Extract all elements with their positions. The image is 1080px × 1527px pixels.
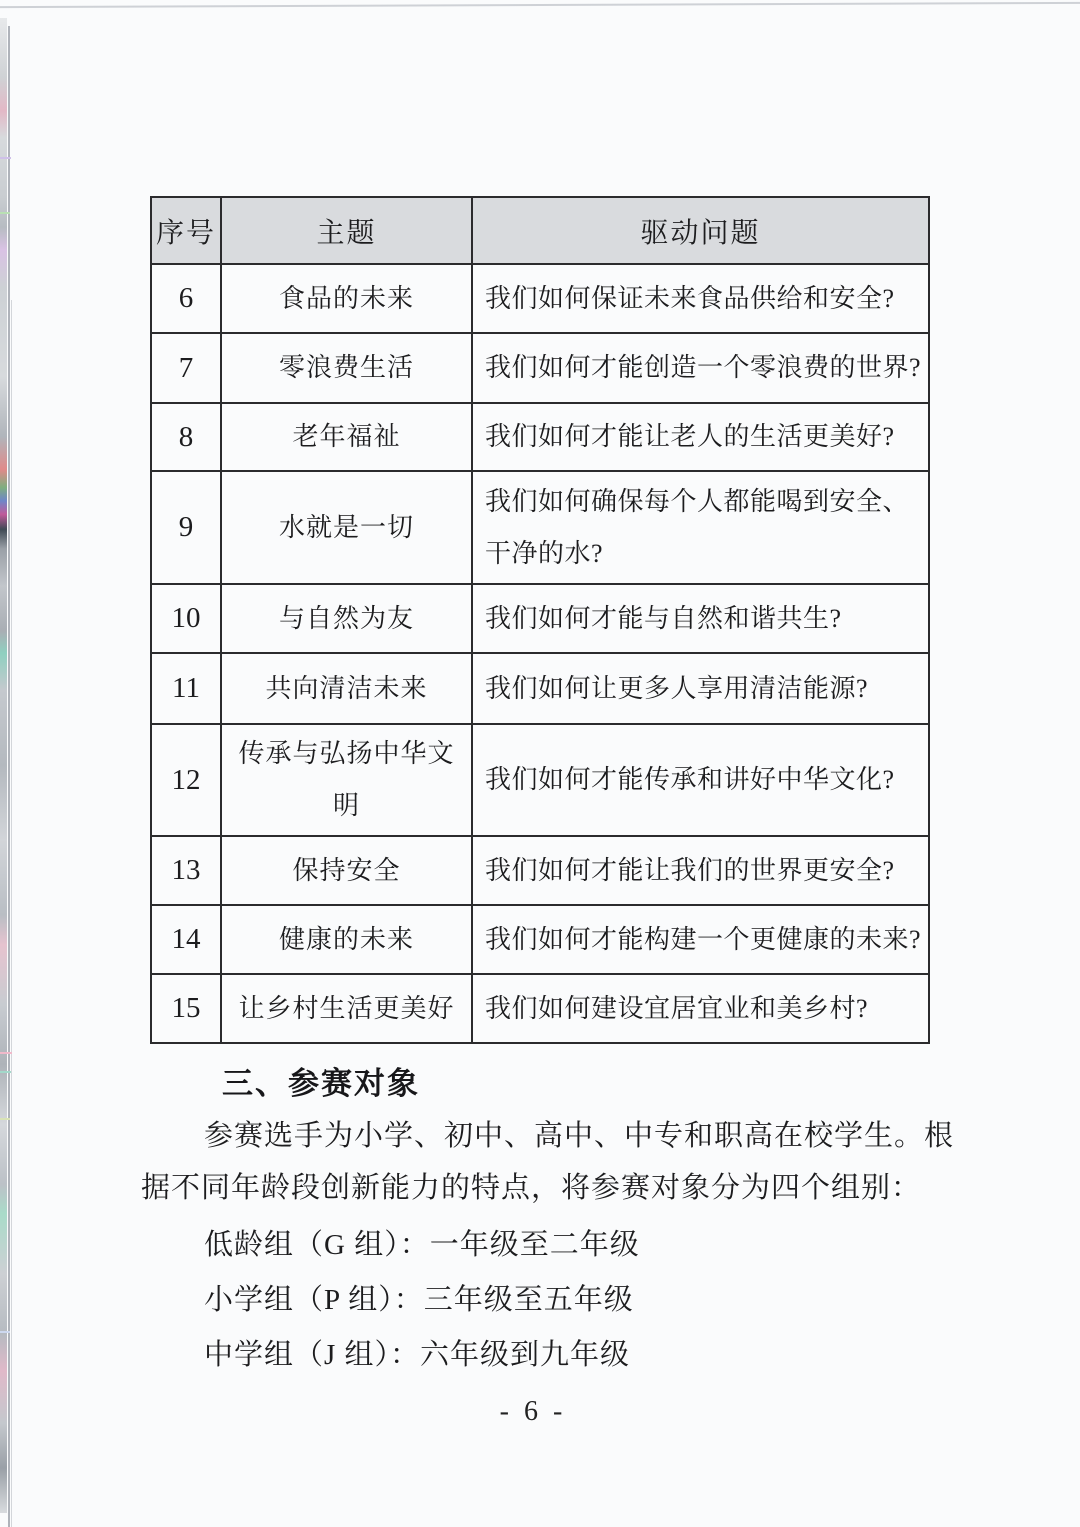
table-row — [151, 724, 929, 836]
group-definition-line: 低龄组（G 组）：一年级至二年级 — [204, 1229, 640, 1261]
row-question: 我们如何才能创造一个零浪费的世界? — [472, 333, 929, 403]
row-question: 我们如何让更多人享用清洁能源? — [472, 653, 929, 724]
scan-streak — [0, 1052, 12, 1054]
row-no: 7 — [151, 333, 221, 403]
row-question: 我们如何才能让我们的世界更安全? — [472, 836, 929, 905]
row-no: 15 — [151, 974, 221, 1043]
scan-streak — [0, 157, 11, 159]
row-question: 我们如何建设宜居宜业和美乡村? — [472, 974, 929, 1043]
row-theme: 食品的未来 — [221, 264, 472, 333]
column-header-no: 序号 — [151, 197, 221, 264]
table-row — [151, 584, 929, 653]
row-question: 我们如何才能与自然和谐共生? — [472, 584, 929, 653]
scan-streak — [0, 1118, 10, 1120]
row-theme: 与自然为友 — [221, 584, 472, 653]
scan-streak — [0, 212, 10, 214]
row-question: 我们如何才能传承和讲好中华文化? — [472, 724, 929, 836]
row-question: 我们如何保证未来食品供给和安全? — [472, 264, 929, 333]
column-header-question: 驱动问题 — [472, 197, 929, 264]
table-row — [151, 836, 929, 905]
row-question: 我们如何才能构建一个更健康的未来? — [472, 905, 929, 974]
row-theme: 共向清洁未来 — [221, 653, 472, 724]
page-number: - 6 - — [499, 1396, 567, 1427]
row-no: 11 — [151, 653, 221, 724]
row-theme: 让乡村生活更美好 — [221, 974, 472, 1043]
paragraph-line: 参赛选手为小学、初中、高中、中专和职高在校学生。根 — [204, 1120, 955, 1152]
row-theme: 水就是一切 — [221, 471, 472, 584]
group-definition-line: 小学组（P 组）：三年级至五年级 — [204, 1284, 634, 1316]
table-row — [151, 653, 929, 724]
table-row — [151, 905, 929, 974]
row-question: 我们如何才能让老人的生活更美好? — [472, 403, 929, 471]
table-header-row — [151, 197, 929, 264]
row-theme: 健康的未来 — [221, 905, 472, 974]
row-no: 12 — [151, 724, 221, 836]
row-no: 6 — [151, 264, 221, 333]
topics-table — [150, 196, 930, 1044]
table-row — [151, 403, 929, 471]
scan-streak — [0, 1331, 10, 1333]
row-question: 我们如何确保每个人都能喝到安全、干净的水? — [472, 471, 929, 584]
group-definition-line: 中学组（J 组）：六年级到九年级 — [204, 1339, 631, 1371]
row-theme: 保持安全 — [221, 836, 472, 905]
row-no: 8 — [151, 403, 221, 471]
table-row — [151, 264, 929, 333]
table-row — [151, 471, 929, 584]
paragraph-line: 据不同年龄段创新能力的特点，将参赛对象分为四个组别： — [141, 1172, 922, 1204]
scan-vertical-line — [8, 26, 10, 1527]
table-row — [151, 974, 929, 1043]
scan-vertical-line-faint — [11, 300, 12, 1527]
row-no: 10 — [151, 584, 221, 653]
section-heading: 三、参赛对象 — [222, 1066, 420, 1101]
row-theme: 传承与弘扬中华文明 — [221, 724, 472, 836]
scan-top-edge-line — [0, 2, 1080, 8]
scan-noise-strip — [0, 18, 7, 1513]
scan-streak — [0, 1071, 11, 1073]
row-no: 14 — [151, 905, 221, 974]
row-no: 9 — [151, 471, 221, 584]
row-theme: 零浪费生活 — [221, 333, 472, 403]
row-theme: 老年福祉 — [221, 403, 472, 471]
row-no: 13 — [151, 836, 221, 905]
table-row — [151, 333, 929, 403]
column-header-theme: 主题 — [221, 197, 472, 264]
